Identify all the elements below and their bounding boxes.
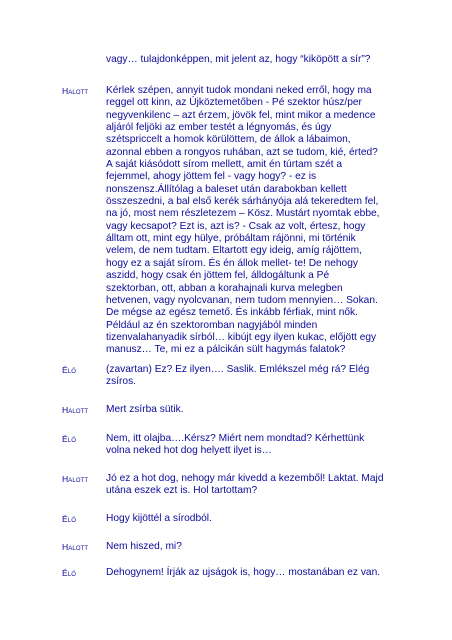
speaker-label: Halott xyxy=(62,405,89,415)
speaker-label: Élő xyxy=(62,434,77,444)
speaker-label: Élő xyxy=(62,514,77,524)
dialogue-text: (zavartan) Ez? Ez ilyen…. Saslik. Emlékszel még rá? Elég zsíros. xyxy=(106,364,370,388)
speaker-label: Élő xyxy=(62,568,77,578)
speaker-label: Élő xyxy=(62,365,77,375)
dialogue-text: Nem, itt olajba….Kérsz? Miért nem mondtad? Kérhettünk volna neked hot dog helyett ilyet is… xyxy=(106,433,365,457)
dialogue-text: Nem hiszed, mi? xyxy=(106,541,182,552)
dialogue-text: Mert zsírba sütik. xyxy=(106,404,184,415)
dialogue-text: Dehogynem! Írják az ujságok is, hogy… mostanában ez van. xyxy=(106,567,381,578)
speaker-label: Halott xyxy=(62,474,89,484)
speaker-label: Halott xyxy=(62,542,89,552)
dialogue-text: Kérlek szépen, annyit tudok mondani neked erről, hogy ma reggel ott kinn, az Újköztemetőben - Pé szektor húsz/per negyvenkilenc – azt érzem, jövök fel, mint mikor a medence aljáról feljöki az ember testét a légnyomás, és úgy szétspriccelt a homok körülöttem, de állok a lábaimon, azonnal ebben a rongyos ruhában, azt se tudom, kié, érted? A saját kiásódott sírom mellett, amit én túrtam szét a fejemmel, ahogy jöttem fel - vagy hogy? - ez is nonszensz.Állítólag a baleset után darabokban kellett összeszedni, a bal első kerék sárhányója alá tekeredtem fel, na jó, most nem részletezem – Kösz. Mustárt nyomtak ebbe, vagy kecsapot? Ezt is, azt is? - Csak az volt, értesz, hogy álltam ott, mint egy hülye, próbáltam rájönni, mi történik velem, de nem tudtam. Eltartott egy ideig, amíg rájöttem, hogy ez a saját sírom. És én állok mellet- te! De nehogy aszidd, hogy csak én jöttem fel, álldogáltunk a Pé szektorban, ott, abban a korahajnali kurva melegben hetvenen, vagy nyolcvanan, nem tudom mennyien… Sokan. De mégse az egész temető. És inkább férfiak, mint nők. Például az én szektoromban nagyjából minden tizenvalahanyadik sírból… kibújt egy ilyen kukac, előjött egy manusz… Te, mi ez a pálcikán sült hagymás falatok? xyxy=(106,85,380,356)
speaker-label: Halott xyxy=(62,86,89,96)
dialogue-text: vagy… tulajdonképpen, mit jelent az, hogy “kiköpött a sír”? xyxy=(106,54,371,65)
dialogue-text: Hogy kijöttél a sírodból. xyxy=(106,513,212,524)
dialogue-text: Jó ez a hot dog, nehogy már kivedd a kezemből! Laktat. Majd utána eszek ezt is. Hol tartottam? xyxy=(106,473,384,497)
